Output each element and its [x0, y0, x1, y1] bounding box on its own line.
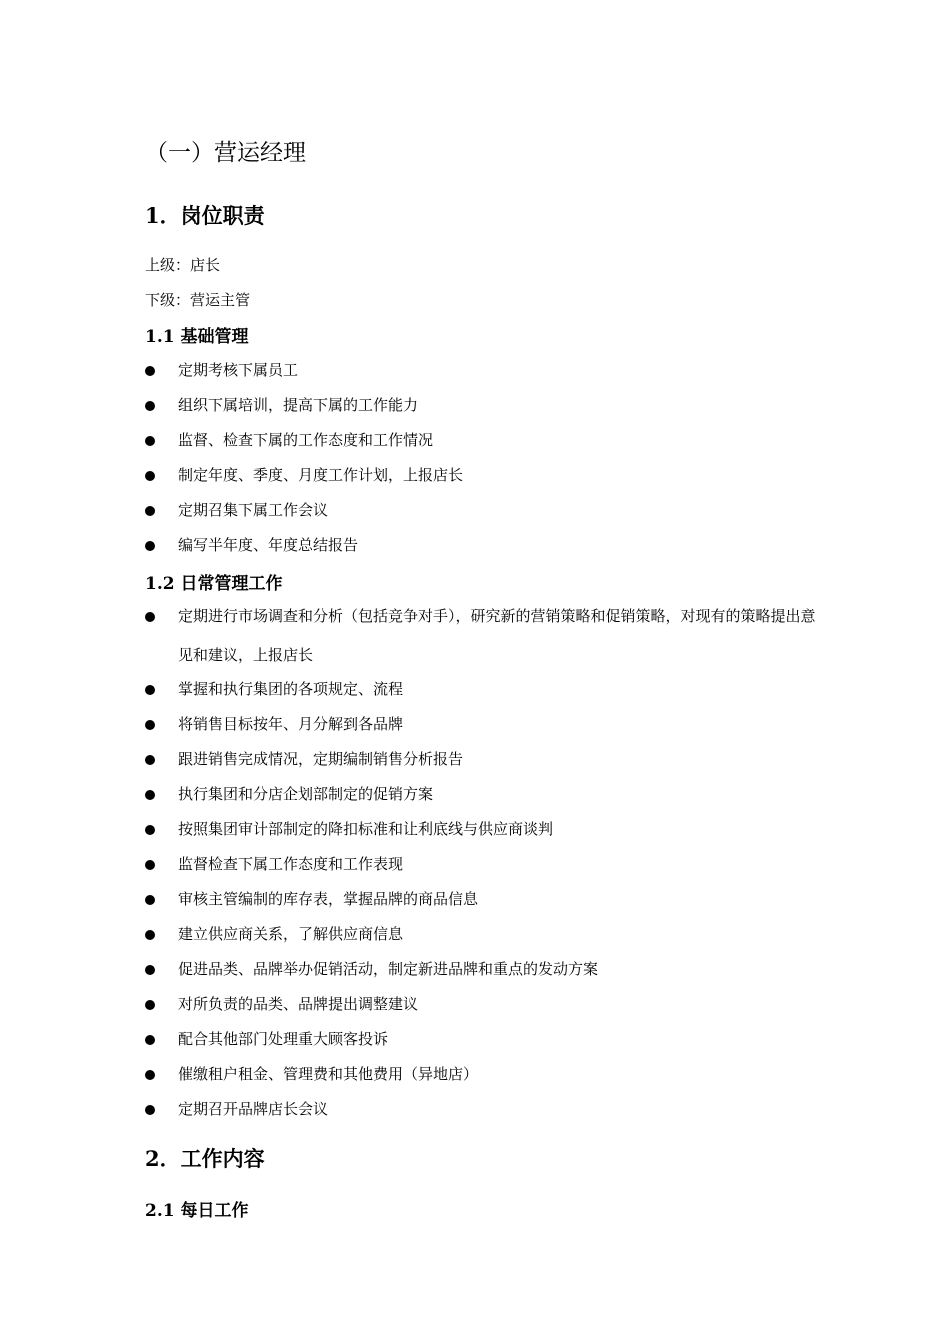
bullet-icon: [145, 471, 155, 481]
bullet-icon: [145, 1070, 155, 1080]
list-item-text: 对所负责的品类、品牌提出调整建议: [178, 995, 419, 1013]
bullet-icon: [145, 1000, 155, 1010]
bullet-icon: [145, 366, 155, 376]
list-item-text: 跟进销售完成情况，定期编制销售分析报告: [178, 750, 464, 768]
list-item-text: 制定年度、季度、月度工作计划，上报店长: [178, 466, 464, 484]
bullet-icon: [145, 612, 155, 622]
bullet-icon: [145, 860, 155, 870]
superior-line: 上级：店长: [145, 256, 221, 274]
subsection-1-2-heading: 1.2 日常管理工作: [145, 574, 283, 594]
list-item-text: 建立供应商关系，了解供应商信息: [178, 925, 404, 943]
bullet-icon: [145, 1035, 155, 1045]
section-1-title: ．岗位职责: [159, 204, 265, 228]
list-item-text: 监督、检查下属的工作态度和工作情况: [178, 431, 434, 449]
bullet-icon: [145, 436, 155, 446]
list-item-text: 监督检查下属工作态度和工作表现: [178, 855, 404, 873]
list-item-text: 定期考核下属员工: [178, 361, 299, 379]
bullet-icon: [145, 685, 155, 695]
subordinate-line: 下级：营运主管: [145, 291, 251, 309]
section-2-heading: [145, 1143, 265, 1173]
section-1-heading: [145, 200, 265, 230]
list-item-text: 促进品类、品牌举办促销活动，制定新进品牌和重点的发动方案: [178, 960, 599, 978]
bullet-icon: [145, 755, 155, 765]
list-item-text: 配合其他部门处理重大顾客投诉: [178, 1030, 389, 1048]
list-item-text: 审核主管编制的库存表，掌握品牌的商品信息: [178, 890, 479, 908]
subsection-2-1-heading: 2.1 每日工作: [145, 1201, 249, 1221]
list-item-text: 定期召集下属工作会议: [178, 501, 329, 519]
subsection-1-1-heading: 1.1 基础管理: [145, 327, 249, 347]
bullet-icon: [145, 1105, 155, 1115]
section-1-number: 1: [145, 203, 160, 228]
bullet-icon: [145, 720, 155, 730]
bullet-icon: [145, 506, 155, 516]
list-item-text: 催缴租户租金、管理费和其他费用（异地店）: [178, 1065, 479, 1083]
bullet-icon: [145, 825, 155, 835]
bullet-icon: [145, 965, 155, 975]
bullet-icon: [145, 541, 155, 551]
bullet-icon: [145, 401, 155, 411]
list-item-text: 将销售目标按年、月分解到各品牌: [178, 715, 404, 733]
list-item-text: 按照集团审计部制定的降扣标准和让利底线与供应商谈判: [178, 820, 554, 838]
list-item-text: 组织下属培训，提高下属的工作能力: [178, 396, 419, 414]
list-item-text: 定期进行市场调查和分析（包括竞争对手），研究新的营销策略和促销策略，对现有的策略提出意见和建议，上报店长: [178, 607, 816, 664]
list-item-text: 定期召开品牌店长会议: [178, 1100, 329, 1118]
bullet-icon: [145, 790, 155, 800]
list-item-text: 编写半年度、年度总结报告: [178, 536, 359, 554]
bullet-icon: [145, 930, 155, 940]
list-item-text: 掌握和执行集团的各项规定、流程: [178, 680, 404, 698]
list-item-text: 执行集团和分店企划部制定的促销方案: [178, 785, 434, 803]
section-2-number: 2: [145, 1146, 160, 1171]
page-title: （一）营运经理: [145, 140, 306, 166]
section-2-title: ．工作内容: [159, 1147, 265, 1171]
bullet-icon: [145, 895, 155, 905]
